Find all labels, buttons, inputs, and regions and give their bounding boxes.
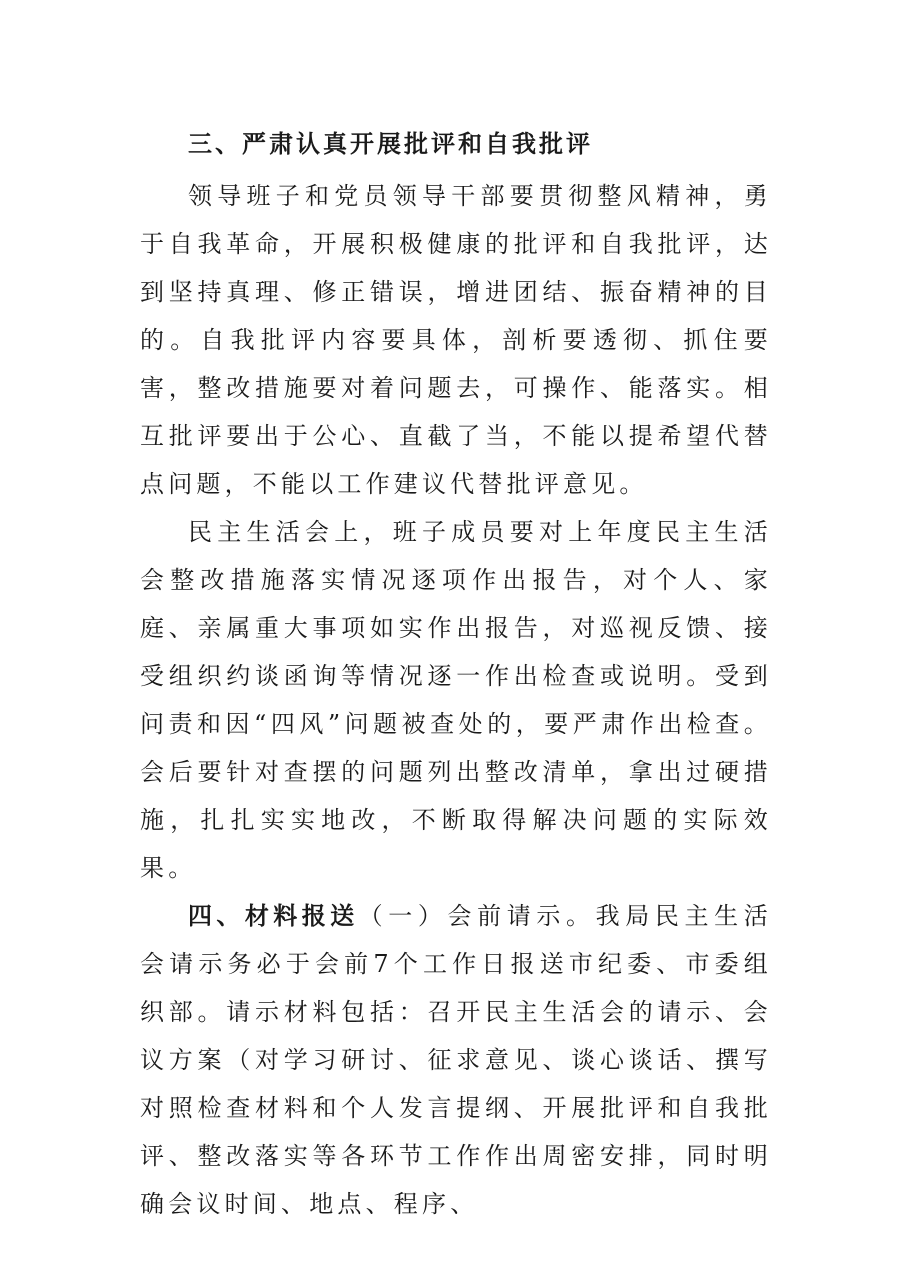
section-4-paragraph bbox=[140, 892, 772, 1228]
section-3-paragraph-1: 领导班子和党员领导干部要贯彻整风精神，勇于自我革命，开展积极健康的批评和自我批评，达到坚持真理、修正错误，增进团结、振奋精神的目的。自我批评内容要具体，剖析要透彻、抓住要害，整改措施要对着问题去，可操作、能落实。相互批评要出于公心、直截了当，不能以提希望代替点问题，不能以工作建议代替批评意见。 bbox=[140, 182, 772, 498]
section-4-heading: 四、材料报送 bbox=[188, 901, 359, 930]
document-page bbox=[140, 118, 772, 1228]
section-4-text: （一）会前请示。我局民主生活会请示务必于会前7个工作日报送市纪委、市委组织部。请示材料包括：召开民主生活会的请示、会议方案（对学习研讨、征求意见、谈心谈话、撰写对照检查材料和个人发言提纲、开展批评和自我批评、整改落实等各环节工作作出周密安排，同时明确会议时间、地点、程序、 bbox=[140, 902, 772, 1218]
section-3-heading: 三、严肃认真开展批评和自我批评 bbox=[188, 129, 593, 158]
section-3-paragraph-2: 民主生活会上，班子成员要对上年度民主生活会整改措施落实情况逐项作出报告，对个人、家庭、亲属重大事项如实作出报告，对巡视反馈、接受组织约谈函询等情况逐一作出检查或说明。受到问责和因“四风”问题被查处的，要严肃作出检查。会后要针对查摆的问题列出整改清单，拿出过硬措施，扎扎实实地改，不断取得解决问题的实际效果。 bbox=[140, 518, 772, 882]
